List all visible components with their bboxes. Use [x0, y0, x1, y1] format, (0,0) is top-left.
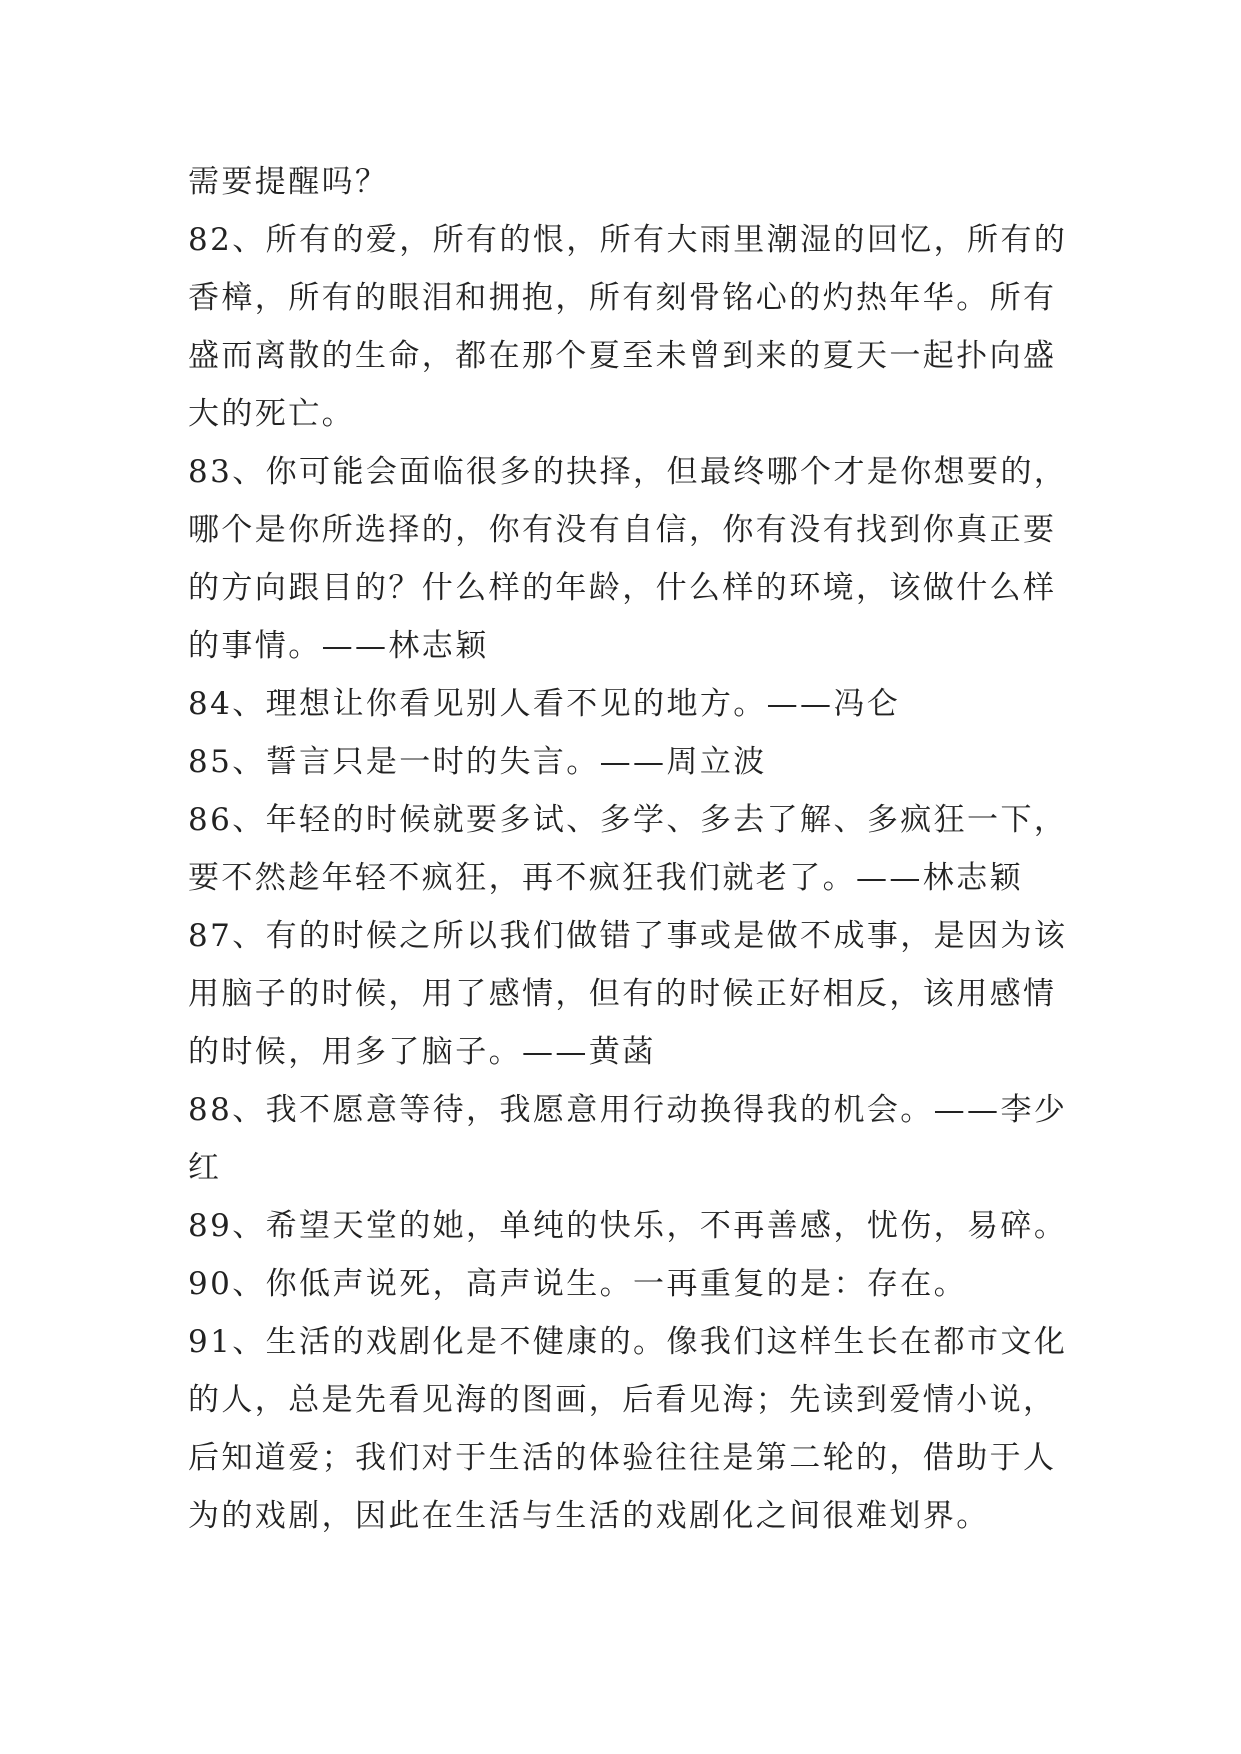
text-line: 用脑子的时候，用了感情，但有的时候正好相反，该用感情 — [188, 976, 1057, 1012]
text-line: 91、生活的戏剧化是不健康的。像我们这样生长在都市文化 — [188, 1324, 1068, 1360]
text-line: 85、誓言只是一时的失言。——周立波 — [188, 744, 767, 780]
text-line: 82、所有的爱，所有的恨，所有大雨里潮湿的回忆，所有的 — [188, 222, 1068, 258]
text-line: 89、希望天堂的她，单纯的快乐，不再善感，忧伤，易碎。 — [188, 1208, 1068, 1244]
text-line: 要不然趁年轻不疯狂，再不疯狂我们就老了。——林志颖 — [188, 860, 1023, 896]
text-line: 盛而离散的生命，都在那个夏至未曾到来的夏天一起扑向盛 — [188, 338, 1057, 374]
text-line: 84、理想让你看见别人看不见的地方。——冯仑 — [188, 686, 901, 722]
text-line: 为的戏剧，因此在生活与生活的戏剧化之间很难划界。 — [188, 1498, 990, 1534]
text-line: 后知道爱；我们对于生活的体验往往是第二轮的，借助于人 — [188, 1440, 1057, 1476]
text-line: 83、你可能会面临很多的抉择，但最终哪个才是你想要的， — [188, 454, 1068, 490]
text-line: 86、年轻的时候就要多试、多学、多去了解、多疯狂一下， — [188, 802, 1068, 838]
text-line: 的人，总是先看见海的图画，后看见海；先读到爱情小说， — [188, 1382, 1057, 1418]
text-line: 90、你低声说死，高声说生。一再重复的是：存在。 — [188, 1266, 968, 1302]
text-line: 的方向跟目的？什么样的年龄，什么样的环境，该做什么样 — [188, 570, 1057, 606]
text-line: 红 — [188, 1150, 222, 1186]
text-line: 香樟，所有的眼泪和拥抱，所有刻骨铭心的灼热年华。所有 — [188, 280, 1057, 316]
text-line: 哪个是你所选择的，你有没有自信，你有没有找到你真正要 — [188, 512, 1057, 548]
text-line: 的时候，用多了脑子。——黄菡 — [188, 1034, 656, 1070]
text-line: 需要提醒吗？ — [188, 164, 389, 200]
text-line: 88、我不愿意等待，我愿意用行动换得我的机会。——李少 — [188, 1092, 1068, 1128]
text-line: 的事情。——林志颖 — [188, 628, 489, 664]
text-line: 87、有的时候之所以我们做错了事或是做不成事，是因为该 — [188, 918, 1068, 954]
body-text — [188, 153, 1068, 1545]
text-line: 大的死亡。 — [188, 396, 355, 432]
